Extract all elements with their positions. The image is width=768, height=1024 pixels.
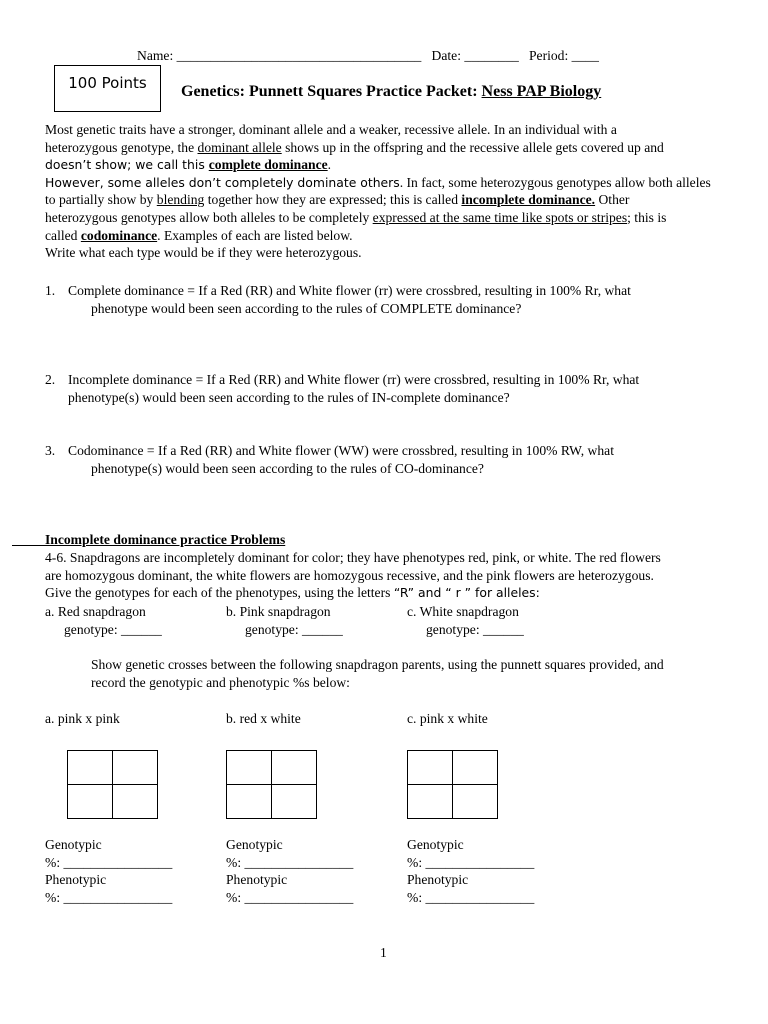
section-rule [12,545,46,546]
title-main: Genetics: Punnett Squares Practice Packet: [181,83,478,100]
cross-a-results [45,836,172,906]
punnett-cell[interactable] [453,751,498,785]
punnett-cell[interactable] [113,785,158,819]
page-number: 1 [380,945,387,960]
intro-line [45,209,745,227]
punnett-cell[interactable] [272,785,317,819]
intro-text: . [327,157,332,173]
punnett-cell[interactable] [272,751,317,785]
punnett-cell[interactable] [68,751,113,785]
genotypic-label: Genotypic [45,837,102,852]
phenotypic-label: Phenotypic [226,872,288,888]
intro-line [45,156,745,174]
page-title [181,83,601,101]
question-1-line-1: Complete dominance = If a Red (RR) and White flower (rr) were crossbred, resulting in 100% Rr, what [68,283,631,298]
date-blank[interactable]: ________ [464,48,519,63]
title-class: Ness PAP Biology [481,83,602,100]
genotype-item-white-blank[interactable]: genotype: ______ [426,622,524,637]
punnett-cell[interactable] [227,785,272,819]
points-box [54,65,161,112]
question-1-number: 1. [45,283,56,298]
genotypic-blank[interactable]: %: ________________ [226,854,354,870]
header-row [137,47,599,65]
intro-line [45,174,745,192]
date-label: Date: [431,48,461,63]
question-2-number: 2. [45,372,56,387]
punnett-cell[interactable] [227,751,272,785]
codominance-term: codominance [80,227,158,243]
intro-text: together how they are expressed; this is called [204,192,462,208]
practice-line [45,584,745,602]
practice-text: Give the genotypes for each of the phenotypes, using the letters [45,585,394,601]
intro-text: heterozygous genotype, the [45,139,198,155]
intro-text: heterozygous genotypes allow both alleles to be completely [45,209,373,225]
genotypic-label: Genotypic [226,837,283,852]
punnett-cell[interactable] [453,785,498,819]
name-label: Name: [137,48,174,63]
punnett-square-c [407,750,498,819]
punnett-cell[interactable] [408,751,453,785]
cross-c-label: c. pink x white [407,711,488,726]
intro-text: to partially show by [45,192,157,208]
dominant-allele-term: dominant allele [197,139,282,155]
phenotypic-blank[interactable]: %: ________________ [407,889,535,905]
phenotypic-blank[interactable]: %: ________________ [45,889,173,905]
intro-text: Other [595,192,630,208]
intro-text: . Examples of each are listed below. [157,227,353,243]
punnett-square-b [226,750,317,819]
period-blank[interactable]: ____ [571,48,599,63]
name-blank[interactable]: ____________________________________ [176,48,422,63]
intro-text: doesn’t show; we call this [45,157,209,173]
genotype-item-pink-label: b. Pink snapdragon [226,604,331,619]
intro-line: Most genetic traits have a stronger, dominant allele and a weaker, recessive allele. In an individual with a [45,122,617,137]
intro-paragraph [45,121,745,262]
genotypic-label: Genotypic [407,837,464,852]
question-3-line-1: Codominance = If a Red (RR) and White flower (WW) were crossbred, resulting in 100% RW, what [68,443,614,458]
punnett-cell[interactable] [68,785,113,819]
genotypic-blank[interactable]: %: ________________ [45,854,173,870]
punnett-square-a [67,750,158,819]
cross-b-label: b. red x white [226,711,301,726]
intro-text: However, some alleles don’t completely dominate others [45,174,400,190]
genotype-item-red-label: a. Red snapdragon [45,604,146,619]
punnett-cell[interactable] [408,785,453,819]
intro-line [45,191,745,209]
cross-c-results [407,836,534,906]
cross-b-results [226,836,353,906]
question-2-line-2: phenotype(s) would been seen according to the rules of IN-complete dominance? [68,390,510,405]
intro-line: Write what each type would be if they were heterozygous. [45,245,362,261]
practice-text: “R” and “ r ” for alleles: [393,585,540,601]
cross-a-label: a. pink x pink [45,711,120,726]
intro-text: called [45,227,81,243]
question-3-line-2: phenotype(s) would been seen according to the rules of CO-dominance? [91,461,484,476]
genotypic-blank[interactable]: %: ________________ [407,854,535,870]
question-1-line-2: phenotype would been seen according to the rules of COMPLETE dominance? [91,301,522,316]
question-2-line-1: Incomplete dominance = If a Red (RR) and White flower (rr) were crossbred, resulting in 100% Rr, what [68,372,640,387]
phenotypic-blank[interactable]: %: ________________ [226,889,354,905]
practice-heading: Incomplete dominance practice Problems [45,532,286,547]
phenotypic-label: Phenotypic [407,872,469,888]
intro-text: shows up in the offspring and the recessive allele gets covered up and [281,139,664,155]
question-3-number: 3. [45,443,56,458]
practice-paragraph [45,549,745,602]
cross-instructions-line-1: Show genetic crosses between the following snapdragon parents, using the punnett squares provided, and [91,657,664,672]
expressed-phrase: expressed at the same time like spots or stripes [372,209,628,225]
blending-term: blending [156,192,205,208]
genotype-item-pink-blank[interactable]: genotype: ______ [245,622,343,637]
genotype-item-white-label: c. White snapdragon [407,604,519,619]
points-label: 100 Points [68,74,147,92]
cross-instructions-line-2: record the genotypic and phenotypic %s below: [91,675,350,690]
genotype-item-red-blank[interactable]: genotype: ______ [64,622,162,637]
period-label: Period: [528,48,569,63]
practice-line: are homozygous dominant, the white flowers are homozygous recessive, and the pink flowers are heterozygous. [45,567,654,583]
intro-text: . In fact, some heterozygous genotypes allow both alleles [399,174,711,190]
punnett-cell[interactable] [113,751,158,785]
complete-dominance-term: complete dominance [208,157,328,173]
intro-line [45,139,745,157]
incomplete-dominance-term: incomplete dominance. [461,192,596,208]
phenotypic-label: Phenotypic [45,872,107,888]
practice-line: 4-6. Snapdragons are incompletely dominant for color; they have phenotypes red, pink, or white. The red flowers [45,550,661,565]
intro-line [45,227,745,245]
intro-text: ; this is [627,209,667,225]
